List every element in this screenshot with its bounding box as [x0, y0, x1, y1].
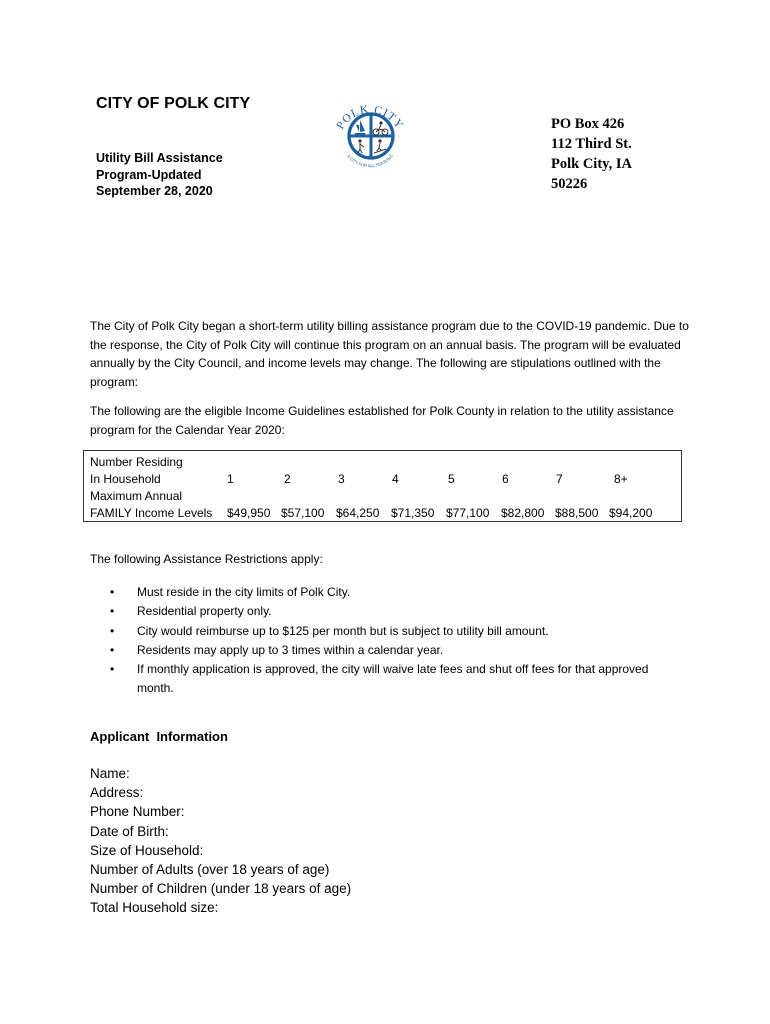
table-row-label: FAMILY Income Levels: [90, 506, 213, 520]
list-item-text: Residents may apply up to 3 times within a calendar year.: [137, 642, 444, 657]
org-title: CITY OF POLK CITY: [96, 95, 251, 112]
field-label-address: Address:: [90, 785, 144, 801]
income-level-cell: $57,100: [281, 506, 325, 520]
address-line: Polk City, IA: [551, 156, 632, 172]
household-size-cell: 4: [392, 472, 399, 486]
logo-bottom-text: A CITY FOR ALL SEASONS: [345, 153, 395, 169]
field-label-total-household: Total Household size:: [90, 900, 219, 916]
table-row-label: In Household: [90, 472, 161, 486]
bullet-icon: •: [110, 642, 115, 657]
field-label-children: Number of Children (under 18 years of age): [90, 881, 352, 897]
list-item: [110, 660, 670, 699]
income-level-cell: $64,250: [336, 506, 380, 520]
income-guidelines-table: [83, 450, 682, 522]
address-line: 50226: [551, 176, 588, 192]
list-item-text: Residential property only.: [137, 604, 272, 619]
table-row-label: Number Residing: [90, 455, 183, 469]
field-label-name: Name:: [90, 766, 130, 781]
household-size-cell: 7: [556, 472, 563, 486]
list-item: [110, 583, 670, 602]
income-level-cell: $88,500: [555, 506, 599, 520]
document-subtitle: Utility Bill Assistance Program-Updated September 28, 2020: [96, 151, 223, 198]
list-item: [110, 622, 670, 641]
bullet-icon: •: [110, 623, 115, 638]
list-item-text: Must reside in the city limits of Polk City.: [137, 585, 351, 599]
mailing-address: [551, 114, 632, 194]
logo-top-text: POLK CITY: [334, 103, 406, 132]
household-size-cell: 2: [284, 472, 291, 486]
restrictions-list: [110, 583, 670, 699]
field-label-dob: Date of Birth:: [90, 823, 169, 839]
bullet-icon: •: [110, 585, 115, 599]
field-label-adults: Number of Adults (over 18 years of age): [90, 862, 330, 878]
address-line: PO Box 426: [551, 116, 625, 132]
list-item: [110, 641, 670, 660]
household-size-cell: 1: [227, 472, 234, 486]
income-level-cell: $82,800: [501, 506, 545, 520]
restrictions-title: The following Assistance Restrictions apply:: [90, 552, 323, 566]
applicant-info-heading: Applicant Information: [90, 729, 228, 744]
household-size-cell: 8+: [614, 472, 628, 486]
list-item-text: City would reimburse up to $125 per month but is subject to utility bill amount.: [137, 623, 549, 638]
household-size-cell: 3: [338, 472, 345, 486]
applicant-fields: [90, 764, 351, 918]
bullet-icon: •: [110, 662, 115, 677]
household-size-cell: 6: [502, 472, 509, 486]
table-row-label: Maximum Annual: [90, 489, 183, 503]
address-line: 112 Third St.: [551, 136, 632, 152]
household-size-cell: 5: [448, 472, 455, 486]
income-level-cell: $49,950: [227, 506, 271, 520]
income-level-cell: $71,350: [391, 506, 435, 520]
list-item-text: If monthly application is approved, the city will waive late fees and shut off fees for that approved month.: [137, 662, 649, 696]
bullet-icon: •: [110, 604, 115, 619]
intro-paragraph: The City of Polk City began a short-term utility billing assistance program due to the COVID-19 pandemic. Due to the response, the City of Polk City will continue this program on an annual basis. The program will be evaluated annually by the City Council, and income levels may change. The following are stipulations outlined with the program:: [90, 319, 689, 389]
income-level-cell: $94,200: [609, 506, 653, 520]
polk-city-seal-icon: [330, 92, 410, 172]
income-level-cell: $77,100: [446, 506, 490, 520]
field-label-household-size: Size of Household:: [90, 842, 204, 858]
list-item: [110, 602, 670, 621]
guidelines-paragraph: The following are the eligible Income Guidelines established for Polk County in relation to the utility assistance program for the Calendar Year 2020:: [90, 404, 674, 437]
field-label-phone: Phone Number:: [90, 804, 185, 820]
